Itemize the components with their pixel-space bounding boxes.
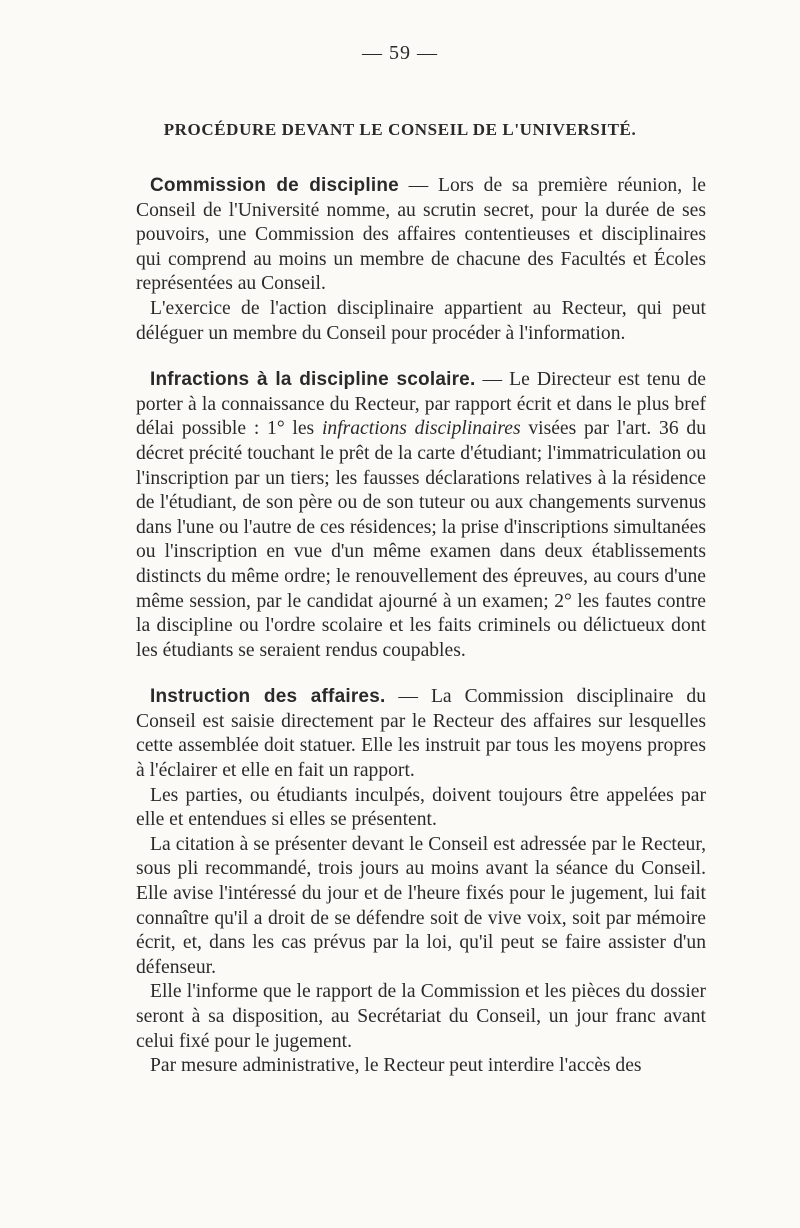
- paragraph: [136, 368, 706, 663]
- paragraph-text: — La Commission disciplinaire du Conseil est saisie directement par le Recteur des affaires sur lesquelles cette assemblée doit statuer. Elle les instruit par tous les moyens propres à l'éclairer et elle en fait un rapport.: [136, 686, 706, 782]
- paragraph: La citation à se présenter devant le Conseil est adressée par le Recteur, sous pli recommandé, trois jours au moins avant la séance du Conseil. Elle avise l'intéressé du jour et de l'heure fixés pour le jugement, lui fait connaître qu'il a droit de se défendre soit de vive voix, soit par mémoire écrit, et, dans les cas prévus par la loi, qu'il peut se faire assister d'un défenseur.: [136, 833, 706, 978]
- page-heading: PROCÉDURE DEVANT LE CONSEIL DE L'UNIVERSITÉ.: [163, 120, 637, 139]
- section-commission: [136, 174, 706, 346]
- paragraph: Elle l'informe que le rapport de la Commission et les pièces du dossier seront à sa disposition, au Secrétariat du Conseil, un jour franc avant celui fixé pour le jugement.: [136, 981, 706, 1052]
- paragraph: Par mesure administrative, le Recteur peut interdire l'accès des: [150, 1055, 642, 1077]
- section-title: Infractions à la discipline scolaire.: [150, 369, 476, 391]
- section-infractions: [136, 368, 706, 663]
- italic-term: infractions disciplinaires: [321, 418, 521, 440]
- paragraph: Les parties, ou étudiants inculpés, doivent toujours être appelées par elle et entendues si elles se présentent.: [136, 784, 706, 831]
- paragraph: [136, 174, 706, 297]
- page-body: [136, 174, 706, 1101]
- section-instruction: [136, 685, 706, 1079]
- paragraph-text: visées par l'art. 36 du décret précité touchant le prêt de la carte d'étudiant; l'immatriculation ou l'inscription par un tiers; les fausses déclarations relatives à la résidence de l'étudiant, de son père ou de son tuteur ou aux changements survenus dans l'une ou l'autre de ces résidences; la prise d'inscriptions simultanées ou l'inscription en vue d'un même examen dans deux établissements distincts du même ordre; le renouvellement des épreuves, au cours d'une même session, par le candidat ajourné à un examen; 2° les fautes contre la discipline ou l'ordre scolaire et les faits criminels ou délictueux dont les étudiants se seraient rendus coupables.: [136, 418, 707, 661]
- section-title: Instruction des affaires.: [150, 686, 386, 708]
- section-title: Commission de discipline: [150, 175, 399, 196]
- page-number: — 59 —: [362, 42, 438, 64]
- paragraph-text: — Lors de sa première réunion, le Conseil de l'Université nomme, au scrutin secret, pour la durée de ses pouvoirs, une Commission des affaires contentieuses et disciplinaires qui comprend au moins un membre de chacune des Facultés et Écoles représentées au Conseil.: [136, 175, 706, 295]
- paragraph: L'exercice de l'action disciplinaire appartient au Recteur, qui peut déléguer un membre du Conseil pour procéder à l'information.: [136, 297, 706, 344]
- paragraph: [136, 685, 706, 783]
- paragraph-text: — Le Directeur est tenu de porter à la connaissance du Recteur, par rapport écrit et dans le plus bref délai possible : 1° les: [136, 369, 706, 440]
